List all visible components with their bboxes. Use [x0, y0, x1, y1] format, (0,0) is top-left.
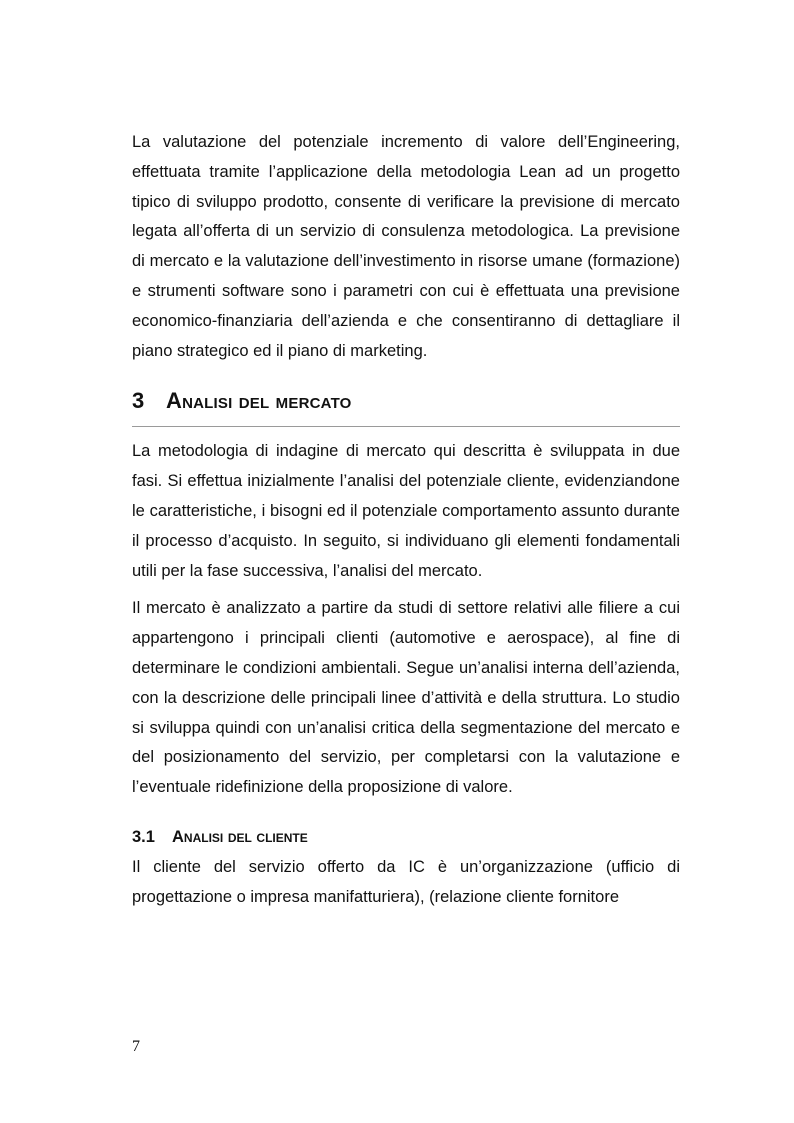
- intro-paragraph: La valutazione del potenziale incremento di valore dell’Engineering, effettuata tramite l’applicazione della metodologia Lean ad un progetto tipico di sviluppo prodotto, consente di verificare la previsione di mercato legata all’offerta di un servizio di consulenza metodologica. La previsione di mercato e la valutazione dell’investimento in risorse umane (formazione) e strumenti software sono i parametri con cui è effettuata una previsione economico-finanziaria dell’azienda e che consentiranno di dettagliare il piano strategico ed il piano di marketing.: [132, 133, 680, 360]
- section-title: Analisi del mercato: [166, 388, 352, 414]
- subsection-number: 3.1: [132, 827, 155, 846]
- page-content: [132, 128, 680, 913]
- section-paragraph-2: Il mercato è analizzato a partire da studi di settore relativi alle filiere a cui appartengono i principali clienti (automotive e aerospace), al fine di determinare le condizioni ambientali. Segue un’analisi interna dell’azienda, con la descrizione delle principali linee d’attività e della struttura. Lo studio si sviluppa quindi con un’analisi critica della segmentazione del mercato e del posizionamento del servizio, per completarsi con la valutazione e l’eventuale ridefinizione della proposizione di valore.: [132, 599, 680, 797]
- page-number: 7: [132, 1038, 140, 1055]
- section-paragraph-1: La metodologia di indagine di mercato qui descritta è sviluppata in due fasi. Si effettua inizialmente l’analisi del potenziale cliente, evidenziandone le caratteristiche, i bisogni ed il potenziale comportamento assunto durante il processo d’acquisto. In seguito, si individuano gli elementi fondamentali utili per la fase successiva, l’analisi del mercato.: [132, 442, 680, 580]
- subsection-heading: [132, 823, 680, 851]
- section-heading: [132, 386, 680, 427]
- section-number: 3: [132, 388, 145, 414]
- subsection-paragraph: Il cliente del servizio offerto da IC è un’organizzazione (ufficio di progettazione o impresa manifatturiera), (relazione cliente fornitore: [132, 857, 680, 906]
- subsection-title: Analisi del cliente: [172, 827, 308, 846]
